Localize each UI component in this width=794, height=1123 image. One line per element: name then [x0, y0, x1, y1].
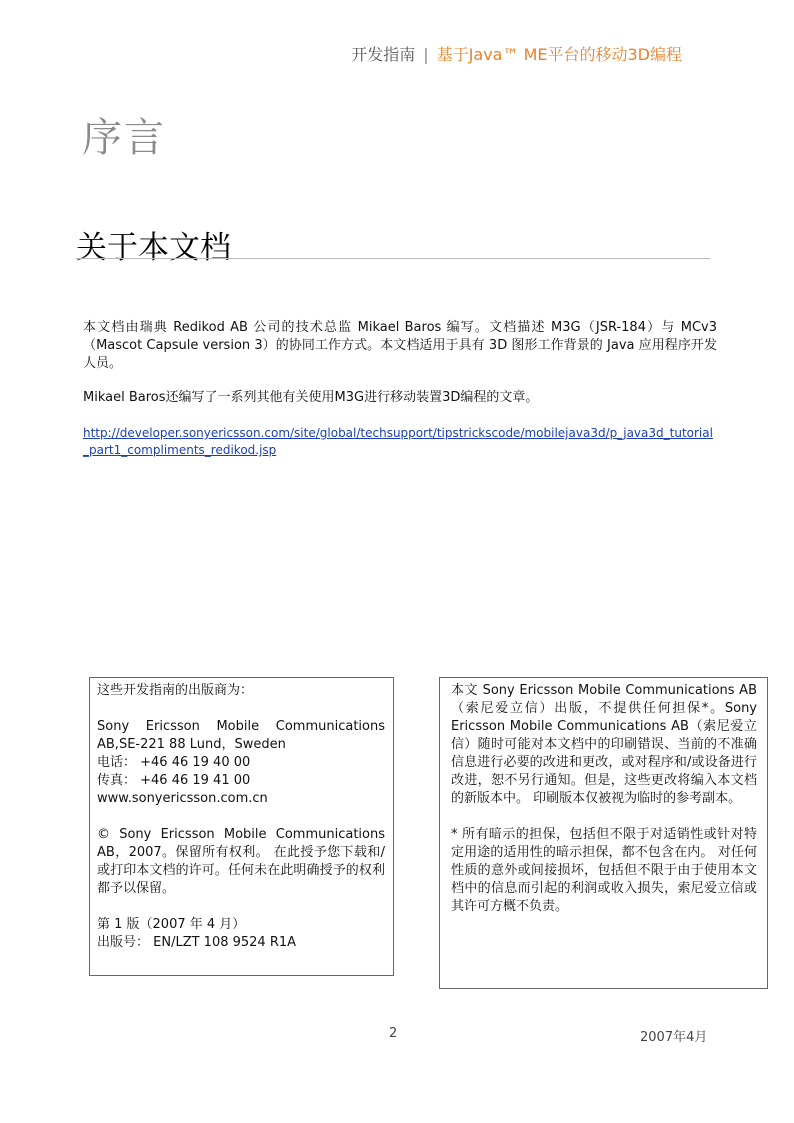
publisher-phone: 电话： +46 46 19 40 00	[97, 755, 251, 770]
header-subtitle: 基于Java™ ME平台的移动3D编程	[436, 45, 682, 64]
preface-title: 序言	[82, 115, 166, 161]
warranty-footnote: * 所有暗示的担保，包括但不限于对适销性或针对特定用途的适用性的暗示担保，都不包含在内。 对任何性质的意外或间接损坏，包括但不限于由于使用本文档中的信息而引起的利润或收入损失，索尼爱立信或其许可方概不负责。	[451, 827, 757, 914]
publisher-heading: 这些开发指南的出版商为：	[97, 683, 254, 698]
disclaimer-paragraph: 本文 Sony Ericsson Mobile Communications AB （索尼爱立信）出版，不提供任何担保*。Sony Ericsson Mobile Communications AB（索尼爱立信）随时可能对本文档中的印刷错误、当前的不准确信息进行必要的改进和更改，或对程序和/或设备进行改进，恕不另行通知。但是，这些更改将编入本文档的新版本中。 印刷版本仅被视为临时的参考副本。	[451, 683, 757, 806]
article-link[interactable]: http://developer.sonyericsson.com/site/global/techsupport/tipstrickscode/mobilejava3d/p_java3d_tutorial_part1_compliments_redikod.jsp	[83, 426, 713, 457]
publisher-box	[89, 677, 394, 976]
footer-date: 2007年4月	[640, 1030, 708, 1045]
section-title: 关于本文档	[76, 230, 231, 266]
edition-text: 第 1 版（2007 年 4 月）	[97, 917, 246, 932]
page-header	[351, 42, 682, 65]
copyright-text: © Sony Ericsson Mobile Communications AB，2007。保留所有权利。 在此授予您下载和/ 或打印本文档的许可。任何未在此明确授予的权利都予以保留。	[97, 827, 385, 896]
author-paragraph: Mikael Baros还编写了一系列其他有关使用M3G进行移动装置3D编程的文章。	[83, 390, 539, 405]
header-separator: |	[423, 45, 429, 64]
publisher-company: Sony Ericsson Mobile Communications AB,SE-221 88 Lund，Sweden	[97, 719, 385, 752]
publication-number: 出版号： EN/LZT 108 9524 R1A	[97, 935, 297, 950]
section-divider	[76, 258, 710, 259]
header-brand: 开发指南	[351, 45, 416, 64]
disclaimer-box	[439, 677, 768, 989]
intro-paragraph: 本文档由瑞典 Redikod AB 公司的技术总监 Mikael Baros 编写。文档描述 M3G（JSR-184）与 MCv3（Mascot Capsule version 3）的协同工作方式。本文档适用于具有 3D 图形工作背景的 Java 应用程序开发人员。	[83, 320, 717, 371]
publisher-website: www.sonyericsson.com.cn	[97, 791, 268, 806]
publisher-fax: 传真： +46 46 19 41 00	[97, 773, 251, 788]
page-number: 2	[389, 1026, 398, 1041]
